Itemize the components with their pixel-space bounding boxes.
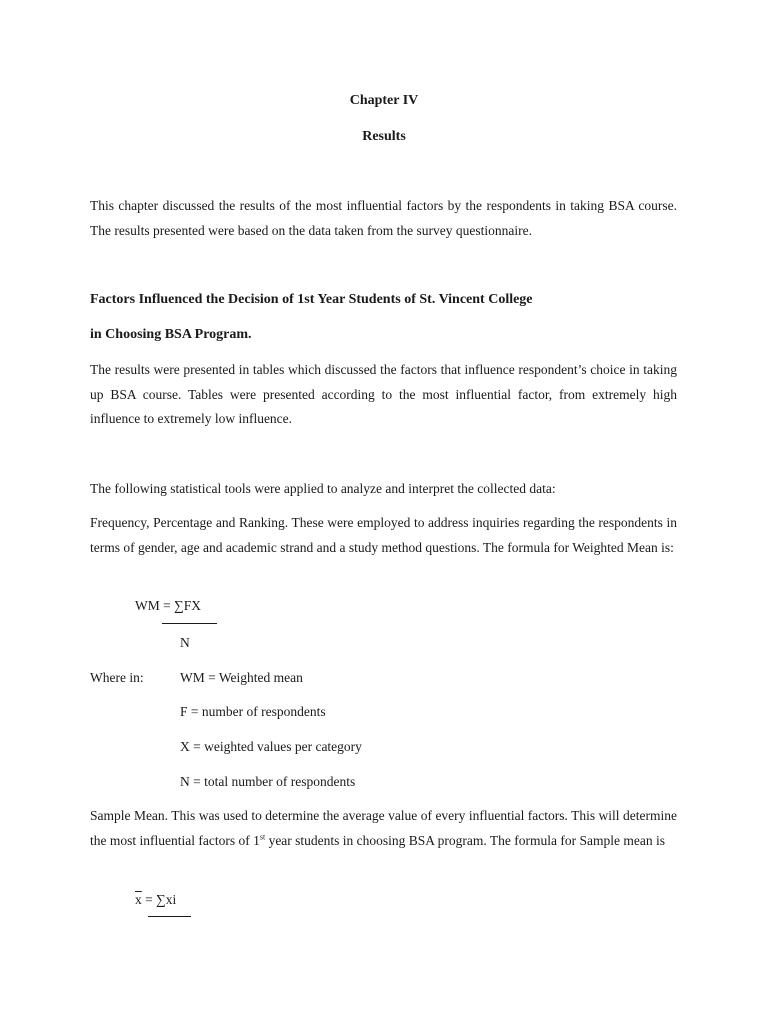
sample-mean-paragraph xyxy=(90,804,677,853)
where-label: Where in: xyxy=(90,670,144,685)
ordinal-superscript: st xyxy=(259,832,266,841)
formula-sample-mean-fraction-bar xyxy=(148,916,191,917)
formula-sample-mean-rest: = ∑xi xyxy=(141,892,177,907)
formula-wm-numerator: WM = ∑FX xyxy=(135,598,201,613)
intro-paragraph: This chapter discussed the results of the most influential factors by the respondents in taking BSA course. The results presented were based on the data taken from the survey questionnaire. xyxy=(90,198,677,238)
formula-sample-mean xyxy=(135,892,176,908)
definition-wm: WM = Weighted mean xyxy=(180,670,303,685)
definition-x: X = weighted values per category xyxy=(180,739,362,754)
definition-n: N = total number of respondents xyxy=(180,774,356,789)
x-bar-symbol: $\overline{x}$ xyxy=(135,892,142,907)
page-heading: Results xyxy=(362,129,406,144)
chapter-label: Chapter IV xyxy=(349,93,419,108)
tools-intro: The following statistical tools were applied to analyze and interpret the collected data: xyxy=(90,481,556,496)
sample-mean-text-start: Sample Mean. This was used to determine the average value of every influential factors. This will determine the most influential factors of 1 xyxy=(90,808,677,848)
section-title-line-1: Factors Influenced the Decision of 1st Year Students of St. Vincent College xyxy=(90,292,533,307)
frequency-paragraph: Frequency, Percentage and Ranking. These were employed to address inquiries regarding the respondents in terms of gender, age and academic strand and a study method questions. The formula for Weighted Mean is: xyxy=(90,515,677,555)
formula-wm-denominator: N xyxy=(180,635,190,650)
section-title-line-2: in Choosing BSA Program. xyxy=(90,327,252,342)
sample-mean-text-end: year students in choosing BSA program. The formula for Sample mean is xyxy=(265,832,665,848)
results-paragraph: The results were presented in tables which discussed the factors that influence respondent’s choice in taking up BSA course. Tables were presented according to the most influential factor, from extremely high influence to extremely low influence. xyxy=(90,362,677,426)
definition-f: F = number of respondents xyxy=(180,704,326,719)
formula-wm-fraction-bar xyxy=(162,623,217,624)
